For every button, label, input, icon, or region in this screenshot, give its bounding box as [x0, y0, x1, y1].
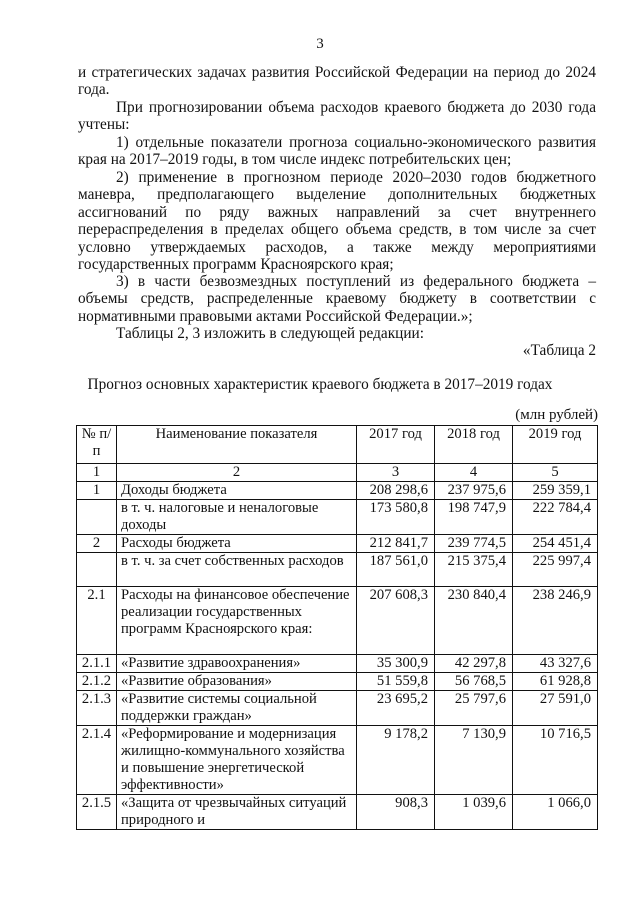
row-2019: 225 997,4	[513, 553, 598, 587]
row-name: «Развитие здравоохранения»	[117, 655, 357, 673]
row-2017: 208 298,6	[357, 482, 435, 500]
budget-table	[76, 425, 598, 830]
header-2019: 2019 год	[513, 426, 598, 464]
row-2019: 254 451,4	[513, 535, 598, 553]
row-2018: 56 768,5	[435, 673, 513, 691]
table-row	[77, 691, 598, 726]
col-number: 5	[513, 464, 598, 482]
row-2019: 259 359,1	[513, 482, 598, 500]
col-number: 2	[117, 464, 357, 482]
row-2018: 237 975,6	[435, 482, 513, 500]
header-num: № п/п	[77, 426, 117, 464]
row-num: 2.1.2	[77, 673, 117, 691]
paragraph-forecast-intro: При прогнозировании объема расходов краевого бюджета до 2030 года учтены:	[78, 99, 596, 134]
paragraph-item-1: 1) отдельные показатели прогноза социально-экономического развития края на 2017–2019 годы, в том числе индекс потребительских цен;	[78, 134, 596, 169]
paragraph-tables-amend: Таблицы 2, 3 изложить в следующей редакции:	[116, 325, 424, 342]
row-2017: 173 580,8	[357, 500, 435, 535]
row-num: 2.1.5	[77, 795, 117, 830]
table-row	[77, 535, 598, 553]
row-2018: 7 130,9	[435, 726, 513, 795]
row-num: 2	[77, 535, 117, 553]
table-header-row	[77, 426, 598, 464]
row-2017: 187 561,0	[357, 553, 435, 587]
row-2017: 23 695,2	[357, 691, 435, 726]
row-2017: 9 178,2	[357, 726, 435, 795]
row-2018: 1 039,6	[435, 795, 513, 830]
col-number: 3	[357, 464, 435, 482]
paragraph-continuation: и стратегических задачах развития Российской Федерации на период до 2024 года.	[78, 64, 596, 99]
table-row	[77, 482, 598, 500]
row-2019: 43 327,6	[513, 655, 598, 673]
row-2018: 25 797,6	[435, 691, 513, 726]
header-2018: 2018 год	[435, 426, 513, 464]
paragraph-item-3: 3) в части безвозмездных поступлений из федерального бюджета – объемы средств, распределенные краевому бюджету в соответствии с нормативными правовыми актами Российской Федерации.»;	[78, 273, 596, 325]
table-row	[77, 587, 598, 655]
row-num: 2.1.1	[77, 655, 117, 673]
row-name: в т. ч. за счет собственных расходов	[117, 553, 357, 587]
row-2019: 10 716,5	[513, 726, 598, 795]
row-2018: 198 747,9	[435, 500, 513, 535]
row-name: в т. ч. налоговые и неналоговые доходы	[117, 500, 357, 535]
paragraph-item-2: 2) применение в прогнозном периоде 2020–2030 годов бюджетного маневра, предполагающего выделение дополнительных бюджетных ассигнований по ряду важных направлений за счет внутреннего перераспределения в пределах общего объема средств, в том числе за счет условно утверждаемых расходов, а также между мероприятиями государственных программ Красноярского края;	[78, 169, 596, 274]
row-2019: 61 928,8	[513, 673, 598, 691]
row-name: «Развитие системы социальной поддержки граждан»	[117, 691, 357, 726]
table-units: (млн рублей)	[515, 407, 598, 423]
row-name: «Развитие образования»	[117, 673, 357, 691]
row-name: Расходы на финансовое обеспечение реализации государственных программ Красноярского края:	[117, 587, 357, 655]
row-num: 2.1.3	[77, 691, 117, 726]
row-2017: 207 608,3	[357, 587, 435, 655]
row-2019: 1 066,0	[513, 795, 598, 830]
row-2019: 222 784,4	[513, 500, 598, 535]
row-num: 2.1	[77, 587, 117, 655]
row-2019: 27 591,0	[513, 691, 598, 726]
row-num	[77, 500, 117, 535]
column-numbers-row	[77, 464, 598, 482]
table-row	[77, 655, 598, 673]
col-number: 4	[435, 464, 513, 482]
row-2017: 51 559,8	[357, 673, 435, 691]
row-name: «Защита от чрезвычайных ситуаций природного и	[117, 795, 357, 830]
header-name: Наименование показателя	[117, 426, 357, 464]
table-row	[77, 795, 598, 830]
col-number: 1	[77, 464, 117, 482]
row-num	[77, 553, 117, 587]
row-2018: 215 375,4	[435, 553, 513, 587]
row-num: 1	[77, 482, 117, 500]
table-title: Прогноз основных характеристик краевого бюджета в 2017–2019 годах	[87, 376, 553, 393]
row-name: Доходы бюджета	[117, 482, 357, 500]
table-row	[77, 553, 598, 587]
row-2018: 239 774,5	[435, 535, 513, 553]
row-num: 2.1.4	[77, 726, 117, 795]
row-2017: 212 841,7	[357, 535, 435, 553]
row-2017: 908,3	[357, 795, 435, 830]
row-name: «Реформирование и модернизация жилищно-коммунального хозяйства и повышение энергетической эффективности»	[117, 726, 357, 795]
header-2017: 2017 год	[357, 426, 435, 464]
table-reference: «Таблица 2	[522, 342, 596, 359]
row-name: Расходы бюджета	[117, 535, 357, 553]
row-2017: 35 300,9	[357, 655, 435, 673]
table-row	[77, 673, 598, 691]
row-2018: 230 840,4	[435, 587, 513, 655]
page-number: 3	[316, 36, 324, 52]
row-2018: 42 297,8	[435, 655, 513, 673]
table-row	[77, 500, 598, 535]
table-row	[77, 726, 598, 795]
row-2019: 238 246,9	[513, 587, 598, 655]
